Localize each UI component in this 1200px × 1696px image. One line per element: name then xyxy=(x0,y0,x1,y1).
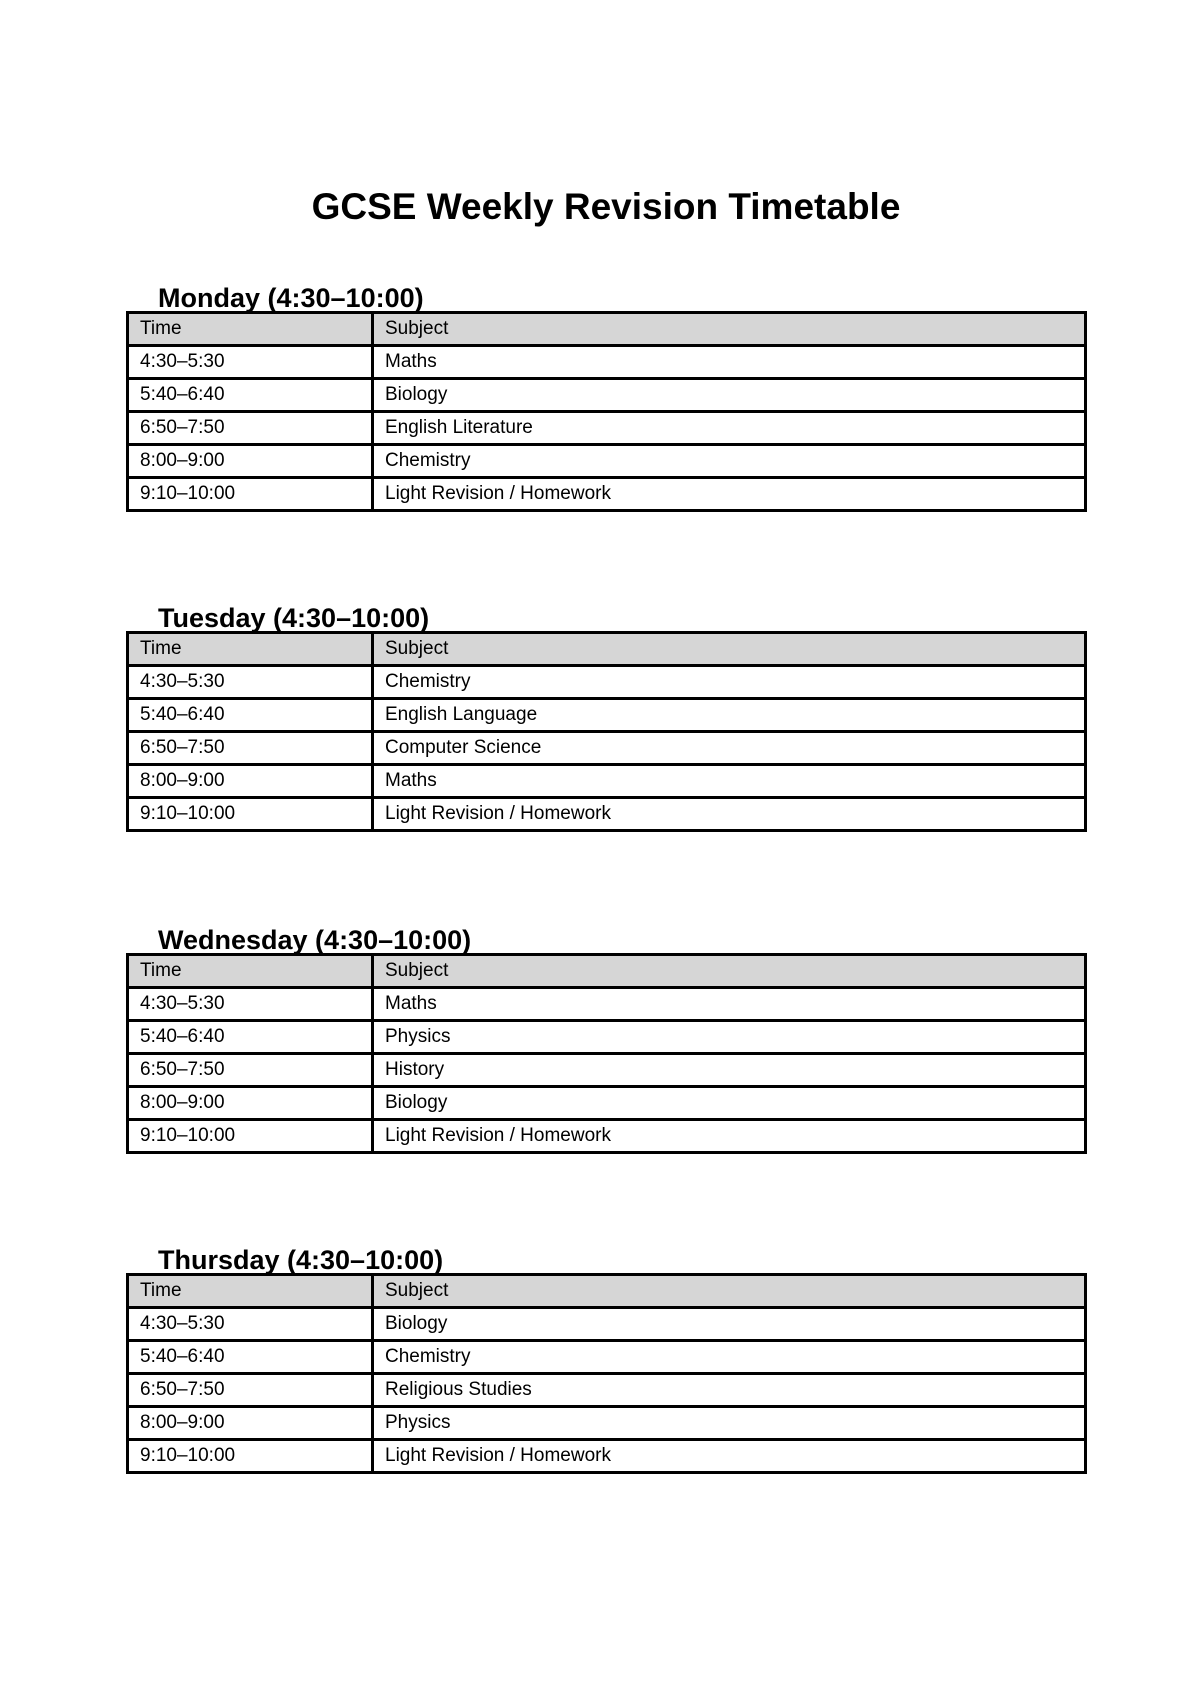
time-column-header: Time xyxy=(128,633,373,666)
time-cell: 9:10–10:00 xyxy=(128,1120,373,1153)
table-row xyxy=(128,1308,1086,1341)
table-row xyxy=(128,1120,1086,1153)
day-heading: Thursday (4:30–10:00) xyxy=(158,1245,444,1276)
time-cell: 9:10–10:00 xyxy=(128,478,373,511)
time-cell: 8:00–9:00 xyxy=(128,1087,373,1120)
table-row xyxy=(128,379,1086,412)
time-cell: 8:00–9:00 xyxy=(128,765,373,798)
subject-cell: Biology xyxy=(373,379,1086,412)
page-title: GCSE Weekly Revision Timetable xyxy=(311,185,901,227)
timetable xyxy=(126,311,1087,512)
table-row xyxy=(128,445,1086,478)
subject-cell: Physics xyxy=(373,1407,1086,1440)
time-cell: 9:10–10:00 xyxy=(128,798,373,831)
table-header-row xyxy=(128,633,1086,666)
table-header-row xyxy=(128,955,1086,988)
time-cell: 6:50–7:50 xyxy=(128,1054,373,1087)
time-cell: 9:10–10:00 xyxy=(128,1440,373,1473)
subject-column-header: Subject xyxy=(373,633,1086,666)
time-cell: 8:00–9:00 xyxy=(128,445,373,478)
time-cell: 4:30–5:30 xyxy=(128,666,373,699)
subject-cell: Chemistry xyxy=(373,666,1086,699)
time-cell: 6:50–7:50 xyxy=(128,732,373,765)
subject-cell: Maths xyxy=(373,346,1086,379)
table-row xyxy=(128,1374,1086,1407)
time-column-header: Time xyxy=(128,955,373,988)
time-cell: 8:00–9:00 xyxy=(128,1407,373,1440)
table-row xyxy=(128,1087,1086,1120)
table-row xyxy=(128,1440,1086,1473)
table-row xyxy=(128,346,1086,379)
time-cell: 4:30–5:30 xyxy=(128,346,373,379)
time-cell: 6:50–7:50 xyxy=(128,412,373,445)
table-header-row xyxy=(128,313,1086,346)
time-column-header: Time xyxy=(128,1275,373,1308)
table-row xyxy=(128,1054,1086,1087)
day-section-wednesday xyxy=(126,925,1084,1154)
table-row xyxy=(128,478,1086,511)
time-column-header: Time xyxy=(128,313,373,346)
time-cell: 4:30–5:30 xyxy=(128,1308,373,1341)
table-row xyxy=(128,1341,1086,1374)
subject-cell: Light Revision / Homework xyxy=(373,798,1086,831)
day-section-monday xyxy=(126,283,1084,512)
table-row xyxy=(128,765,1086,798)
time-cell: 4:30–5:30 xyxy=(128,988,373,1021)
subject-cell: English Literature xyxy=(373,412,1086,445)
subject-cell: Religious Studies xyxy=(373,1374,1086,1407)
time-cell: 5:40–6:40 xyxy=(128,1021,373,1054)
timetable xyxy=(126,631,1087,832)
table-row xyxy=(128,1021,1086,1054)
table-header-row xyxy=(128,1275,1086,1308)
subject-cell: Maths xyxy=(373,988,1086,1021)
subject-cell: Chemistry xyxy=(373,445,1086,478)
subject-cell: English Language xyxy=(373,699,1086,732)
timetable xyxy=(126,1273,1087,1474)
subject-cell: History xyxy=(373,1054,1086,1087)
table-row xyxy=(128,798,1086,831)
table-row xyxy=(128,1407,1086,1440)
day-heading: Wednesday (4:30–10:00) xyxy=(158,925,472,956)
subject-cell: Physics xyxy=(373,1021,1086,1054)
subject-cell: Light Revision / Homework xyxy=(373,1440,1086,1473)
time-cell: 5:40–6:40 xyxy=(128,1341,373,1374)
subject-column-header: Subject xyxy=(373,313,1086,346)
table-row xyxy=(128,666,1086,699)
subject-cell: Computer Science xyxy=(373,732,1086,765)
time-cell: 5:40–6:40 xyxy=(128,379,373,412)
subject-cell: Light Revision / Homework xyxy=(373,478,1086,511)
day-section-tuesday xyxy=(126,603,1084,832)
table-row xyxy=(128,699,1086,732)
table-row xyxy=(128,988,1086,1021)
day-section-thursday xyxy=(126,1245,1084,1474)
subject-cell: Biology xyxy=(373,1087,1086,1120)
day-heading: Tuesday (4:30–10:00) xyxy=(158,603,430,634)
time-cell: 5:40–6:40 xyxy=(128,699,373,732)
subject-cell: Biology xyxy=(373,1308,1086,1341)
day-heading: Monday (4:30–10:00) xyxy=(158,283,424,314)
subject-cell: Light Revision / Homework xyxy=(373,1120,1086,1153)
subject-column-header: Subject xyxy=(373,955,1086,988)
subject-cell: Chemistry xyxy=(373,1341,1086,1374)
subject-column-header: Subject xyxy=(373,1275,1086,1308)
subject-cell: Maths xyxy=(373,765,1086,798)
table-row xyxy=(128,732,1086,765)
time-cell: 6:50–7:50 xyxy=(128,1374,373,1407)
timetable xyxy=(126,953,1087,1154)
table-row xyxy=(128,412,1086,445)
